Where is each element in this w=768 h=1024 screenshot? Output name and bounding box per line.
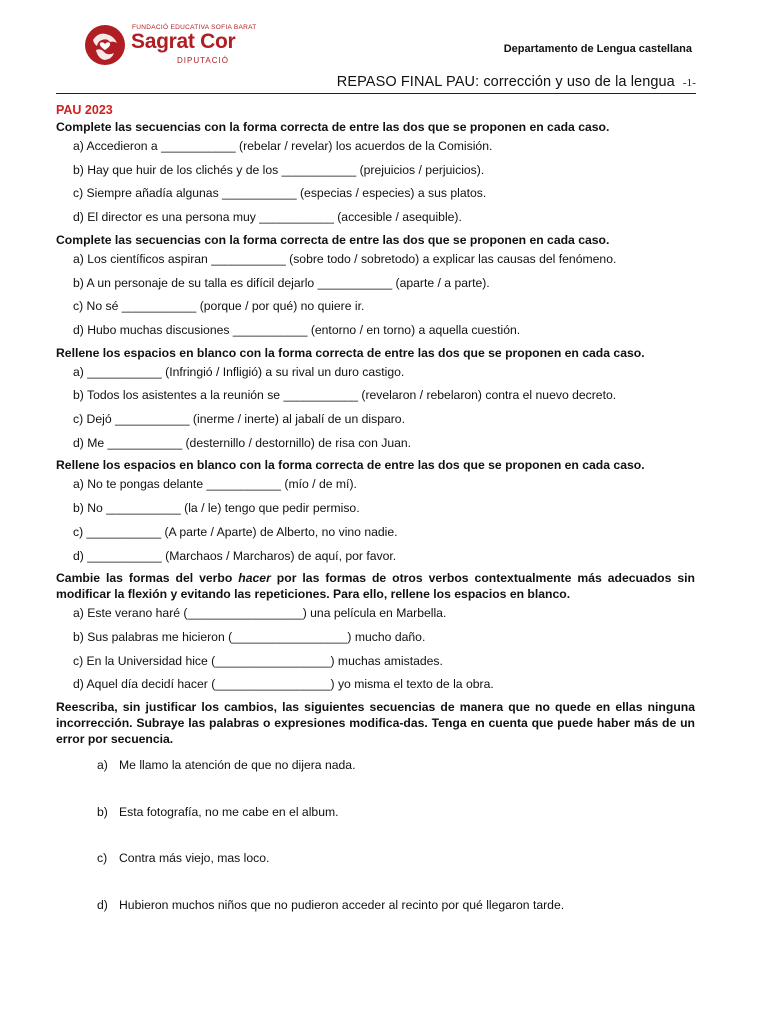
section-instruction: Complete las secuencias con la forma correcta de entre las dos que se proponen en cada caso. bbox=[56, 120, 610, 134]
item-text: Hubieron muchos niños que no pudieron acceder al recinto por qué llegaron tarde. bbox=[119, 897, 565, 912]
rewrite-item bbox=[56, 755, 695, 802]
exercise-item: b) Sus palabras me hicieron (_________________) mucho daño. bbox=[73, 629, 426, 644]
header-divider bbox=[56, 93, 696, 94]
exercise-section-3 bbox=[56, 345, 695, 456]
section-instruction: Rellene los espacios en blanco con la forma correcta de entre las dos que se proponen en cada caso. bbox=[56, 458, 645, 473]
document-title-text: REPASO FINAL PAU: corrección y uso de la lengua bbox=[336, 74, 675, 90]
exercise-item: c) Siempre añadía algunas ___________ (especias / especies) a sus platos. bbox=[73, 186, 487, 201]
exercise-item: a) Este verano haré (_________________) una película en Marbella. bbox=[73, 606, 447, 621]
instruction-text-pre: Cambie las formas del verbo bbox=[56, 571, 239, 586]
item-text: Me llamo la atención de que no dijera nada. bbox=[119, 758, 356, 773]
item-letter: a) bbox=[97, 758, 108, 773]
section-instruction bbox=[56, 570, 695, 602]
rewrite-list bbox=[56, 755, 695, 941]
exercise-item: c) Dejó ___________ (inerme / inerte) al jabalí de un disparo. bbox=[73, 412, 405, 427]
rewrite-item bbox=[56, 848, 695, 895]
item-text: Esta fotografía, no me cabe en el album. bbox=[119, 804, 339, 819]
exercise-item: d) El director es una persona muy ___________ (accesible / asequible). bbox=[73, 210, 462, 225]
logo-school-name: Sagrat Cor bbox=[131, 30, 236, 53]
exercise-section-1 bbox=[56, 119, 695, 230]
school-logo bbox=[84, 20, 257, 70]
exercise-section-5 bbox=[56, 570, 695, 697]
exercise-item: b) A un personaje de su talla es difícil dejarlo ___________ (aparte / a parte). bbox=[73, 275, 490, 290]
section-instruction: Complete las secuencias con la forma correcta de entre las dos que se proponen en cada caso. bbox=[56, 232, 610, 247]
rewrite-item bbox=[56, 802, 695, 849]
logo-foundation-text: FUNDACIÓ EDUCATIVA SOFIA BARAT bbox=[132, 24, 257, 31]
exercise-item: a) Accedieron a ___________ (rebelar / revelar) los acuerdos de la Comisión. bbox=[73, 139, 493, 153]
exercise-item: b) Todos los asistentes a la reunión se ___________ (revelaron / rebelaron) contra el nuevo decreto. bbox=[73, 388, 617, 403]
instruction-verb: hacer bbox=[238, 571, 271, 586]
section-instruction: Rellene los espacios en blanco con la forma correcta de entre las dos que se proponen en cada caso. bbox=[56, 345, 645, 360]
exercise-item: d) ___________ (Marchaos / Marcharos) de aquí, por favor. bbox=[73, 548, 397, 563]
exercise-item: a) Los científicos aspiran ___________ (sobre todo / sobretodo) a explicar las causas del fenómeno. bbox=[73, 251, 617, 266]
logo-subtitle: DIPUTACIÓ bbox=[177, 56, 229, 65]
item-letter: d) bbox=[97, 897, 108, 912]
exercise-item: d) Hubo muchas discusiones ___________ (entorno / en torno) a aquella cuestión. bbox=[73, 322, 521, 337]
exercise-content bbox=[56, 101, 695, 943]
instruction-text-post: por las formas de otros verbos contextualmente más adecuados sin modificar la flexión y evitando las repeticiones. Para ello, rellene los espacios en blanco. bbox=[56, 571, 695, 602]
exercise-section-2 bbox=[56, 232, 695, 343]
exercise-item: b) Hay que huir de los clichés y de los ___________ (prejuicios / perjuicios). bbox=[73, 162, 485, 177]
exercise-item: a) No te pongas delante ___________ (mío / de mí). bbox=[73, 477, 357, 492]
item-letter: b) bbox=[97, 804, 108, 819]
exercise-item: c) En la Universidad hice (_________________) muchas amistades. bbox=[73, 653, 443, 668]
exercise-item: c) ___________ (A parte / Aparte) de Alberto, no vino nadie. bbox=[73, 524, 398, 539]
exercise-item: b) No ___________ (la / le) tengo que pedir permiso. bbox=[73, 501, 360, 516]
globe-heart-logo-icon bbox=[84, 24, 126, 66]
exercise-section-6 bbox=[56, 699, 695, 941]
document-title bbox=[337, 74, 696, 90]
department-label: Departamento de Lengua castellana bbox=[503, 43, 692, 55]
exercise-section-4 bbox=[56, 457, 695, 568]
exercise-item: c) No sé ___________ (porque / por qué) no quiere ir. bbox=[73, 299, 365, 314]
section-instruction: Reescriba, sin justificar los cambios, las siguientes secuencias de manera que no quede en ellas ninguna incorrección. Subraye las palabras o expresiones modifica-das. Tenga en cuenta que puede haber más de un error por secuencia. bbox=[56, 700, 695, 747]
item-letter: c) bbox=[97, 851, 108, 866]
exam-year-heading: PAU 2023 bbox=[56, 103, 113, 117]
exercise-item: d) Me ___________ (desternillo / destornillo) de risa con Juan. bbox=[73, 435, 412, 450]
rewrite-item bbox=[56, 895, 695, 942]
page-number: -1- bbox=[682, 77, 696, 89]
exercise-item: d) Aquel día decidí hacer (_________________) yo misma el texto de la obra. bbox=[73, 677, 494, 692]
item-text: Contra más viejo, mas loco. bbox=[119, 851, 270, 866]
exercise-item: a) ___________ (Infringió / Infligió) a su rival un duro castigo. bbox=[73, 364, 405, 379]
